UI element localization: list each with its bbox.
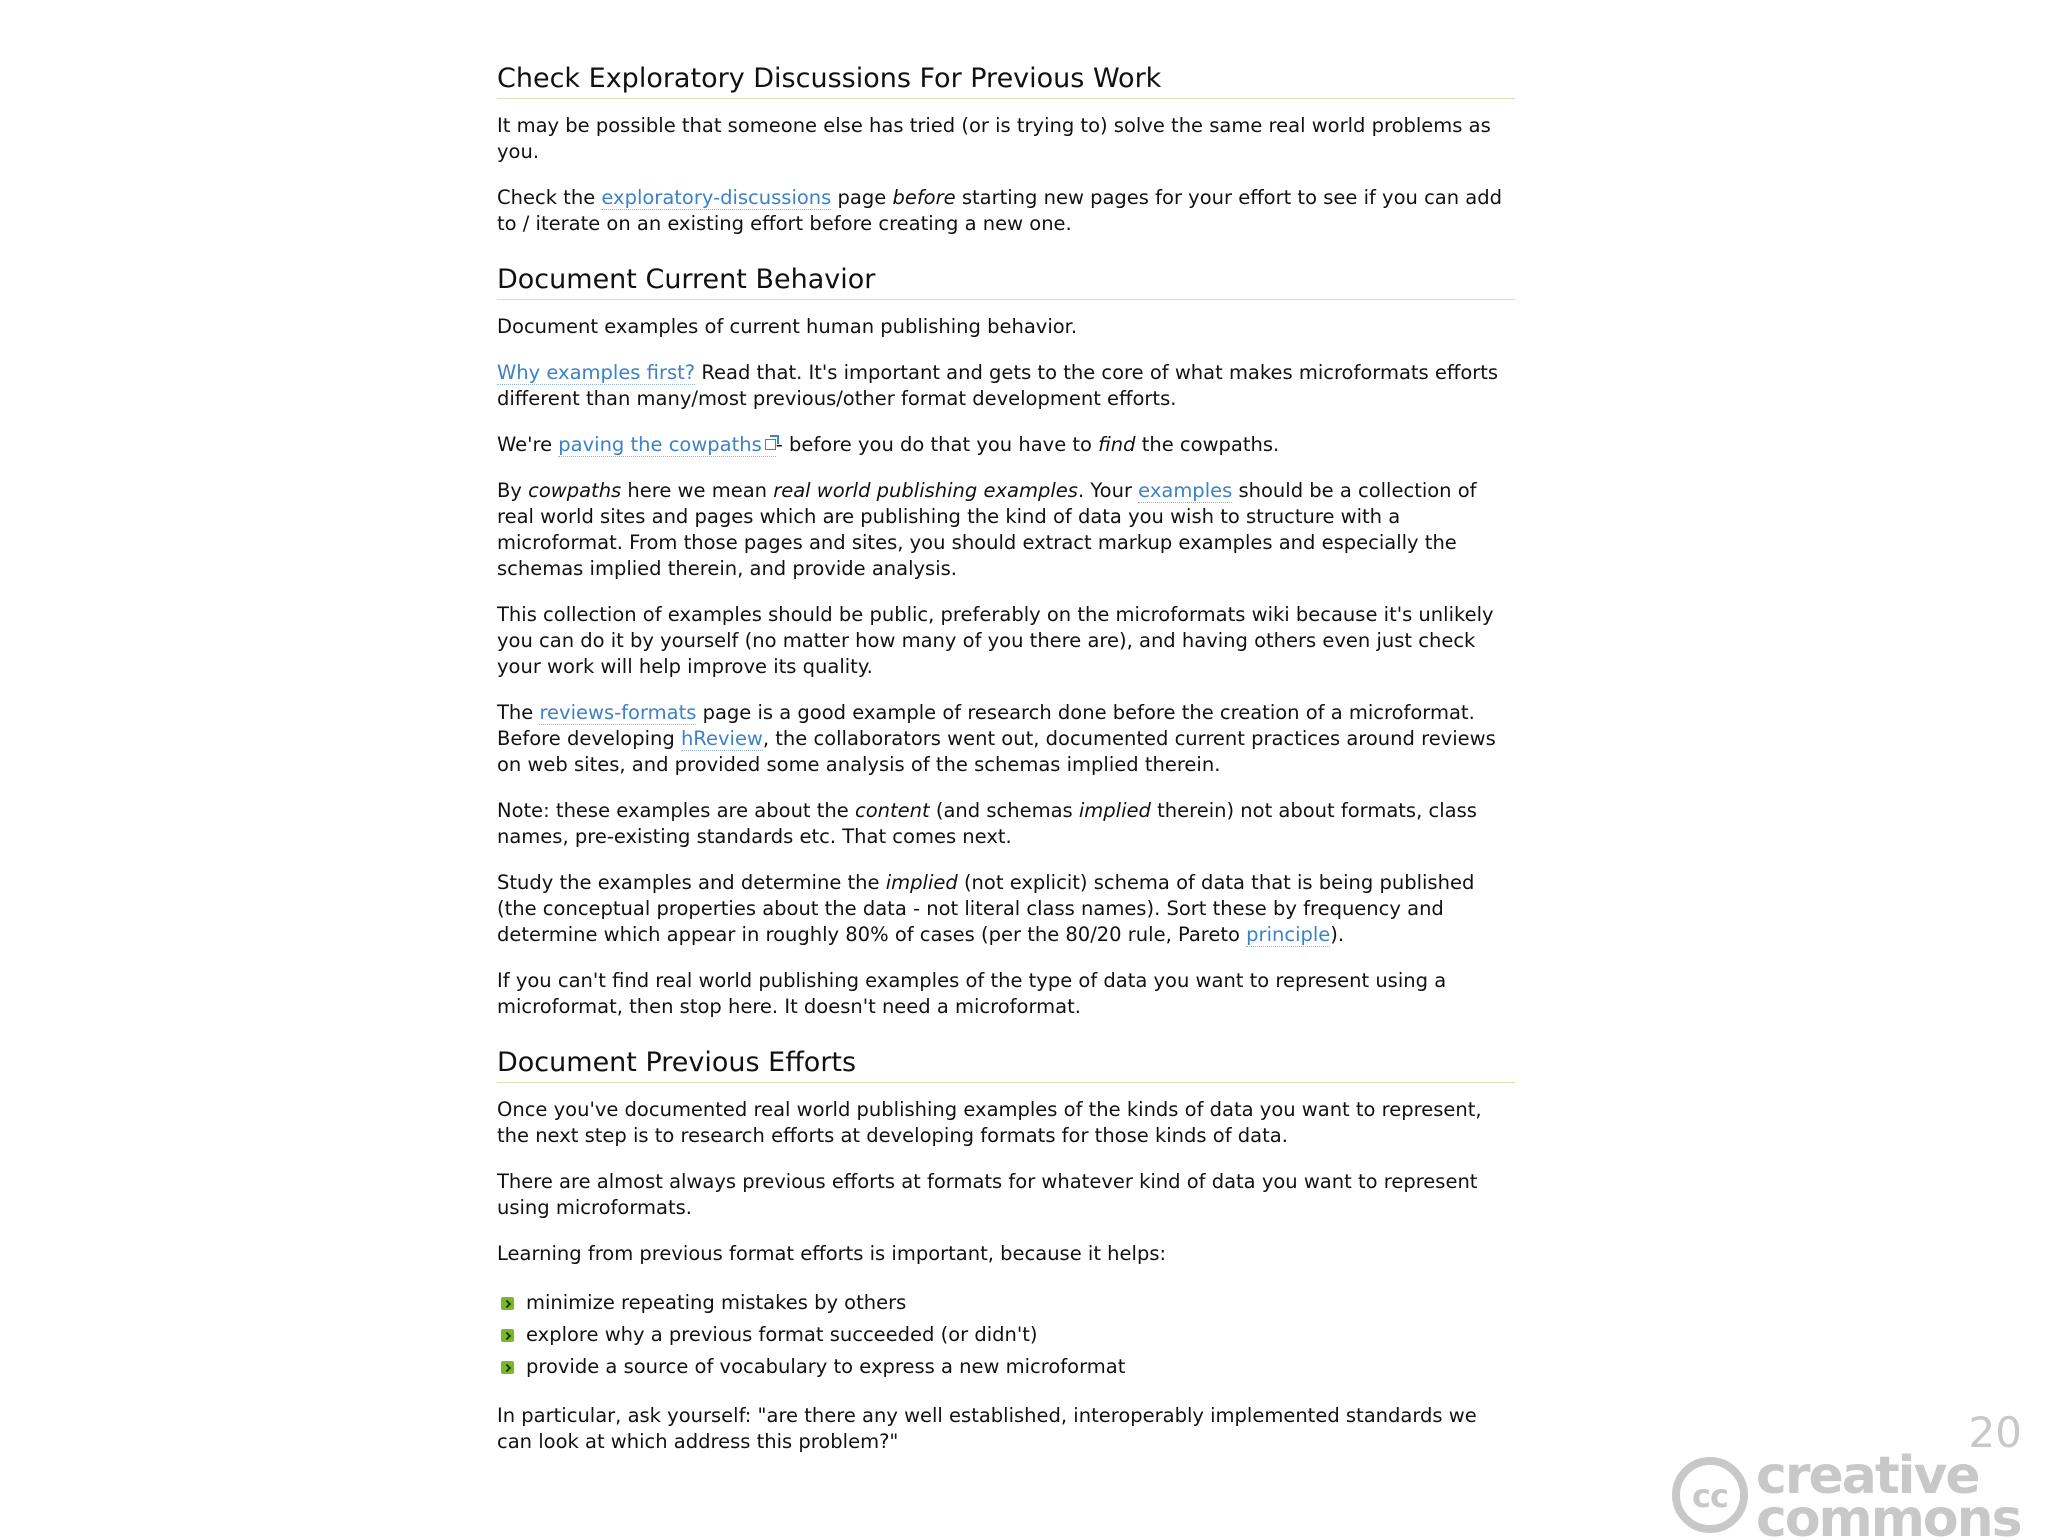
text: - before you do that you have to (775, 433, 1099, 456)
link-hreview[interactable]: hReview (680, 727, 763, 750)
text: (not explicit) schema of data that is being published (the conceptual properties about the data - not literal class names). Sort these by frequency and determine which appear in roughly 80% of cases (per the 80/20 rule, Pareto (497, 871, 1475, 946)
logo-text-creative: creative (1756, 1446, 1979, 1506)
heading-check-exploratory: Check Exploratory Discussions For Previous Work (497, 62, 1515, 99)
link-reviews-formats[interactable]: reviews-formats (539, 701, 697, 724)
text: By (497, 479, 529, 502)
emphasis: cowpaths (528, 479, 622, 502)
list-item-text: minimize repeating mistakes by others (526, 1291, 907, 1314)
emphasis: implied (885, 871, 958, 894)
link-examples[interactable]: examples (1138, 479, 1233, 502)
paragraph (497, 700, 1515, 778)
link-paving-the-cowpaths[interactable] (558, 433, 776, 457)
text: . Your (1077, 479, 1139, 502)
link-principle[interactable]: principle (1246, 923, 1331, 946)
paragraph: It may be possible that someone else has tried (or is trying to) solve the same real world problems as you. (497, 114, 1491, 163)
text: We're (497, 433, 559, 456)
text: page is a good example of research done before the creation of a microformat. Before developing (497, 701, 1475, 750)
text: The (497, 701, 540, 724)
text: ). (1330, 923, 1345, 946)
creative-commons-logo (1670, 1440, 2048, 1540)
link-why-examples-first[interactable]: Why examples first? (497, 361, 696, 384)
emphasis: before (892, 186, 956, 209)
bullet-list (497, 1287, 1515, 1383)
arrow-bullet-icon (501, 1297, 514, 1310)
paragraph (497, 360, 1515, 412)
link-exploratory-discussions[interactable]: exploratory-discussions (601, 186, 832, 209)
paragraph: There are almost always previous efforts at formats for whatever kind of data you want to represent using microformats. (497, 1170, 1478, 1219)
text: Note: these examples are about the (497, 799, 855, 822)
heading-document-previous-efforts: Document Previous Efforts (497, 1046, 1515, 1083)
text: the cowpaths. (1135, 433, 1280, 456)
logo-text-commons: commons (1756, 1489, 2021, 1540)
list-item-text: provide a source of vocabulary to express a new microformat (526, 1355, 1126, 1378)
paragraph: This collection of examples should be public, preferably on the microformats wiki because it's unlikely you can do it by yourself (no matter how many of you there are), and having others even just check your work will help improve its quality. (497, 603, 1494, 678)
text: should be a collection of real world sites and pages which are publishing the kind of data you wish to structure with a microformat. From those pages and sites, you should extract markup examples and especially the schemas implied therein, and provide analysis. (497, 479, 1477, 580)
external-link-icon (765, 439, 776, 450)
paragraph (497, 798, 1515, 850)
paragraph: Document examples of current human publishing behavior. (497, 315, 1078, 338)
list-item (497, 1351, 1515, 1383)
paragraph (497, 478, 1515, 582)
emphasis: implied (1078, 799, 1151, 822)
paragraph (497, 870, 1515, 948)
text: , the collaborators went out, documented current practices around reviews on web sites, and provided some analysis of the schemas implied therein. (497, 727, 1496, 776)
wiki-content (497, 62, 1515, 1475)
cc-circle-text: cc (1692, 1477, 1728, 1515)
arrow-bullet-icon (501, 1361, 514, 1374)
text: starting new pages for your effort to see if you can add to / iterate on an existing effort before creating a new one. (497, 186, 1503, 235)
link-text: paving the cowpaths (558, 433, 762, 456)
paragraph: If you can't find real world publishing examples of the type of data you want to represent using a microformat, then stop here. It doesn't need a microformat. (497, 969, 1447, 1018)
list-item (497, 1287, 1515, 1319)
arrow-bullet-icon (501, 1329, 514, 1342)
text: Check the (497, 186, 602, 209)
text: Read that. It's important and gets to the core of what makes microformats efforts different than many/most previous/other format development efforts. (497, 361, 1499, 410)
paragraph: In particular, ask yourself: "are there any well established, interoperably implemented standards we can look at which address this problem?" (497, 1404, 1477, 1453)
emphasis: content (854, 799, 930, 822)
text: Study the examples and determine the (497, 871, 886, 894)
text: page (831, 186, 893, 209)
text: (and schemas (929, 799, 1079, 822)
paragraph (497, 185, 1515, 237)
paragraph (497, 432, 1515, 458)
list-item (497, 1319, 1515, 1351)
list-item-text: explore why a previous format succeeded (or didn't) (526, 1323, 1038, 1346)
text: here we mean (621, 479, 774, 502)
slide-page-number: 20 (1968, 1408, 2022, 1457)
emphasis: real world publishing examples (773, 479, 1078, 502)
paragraph: Learning from previous format efforts is important, because it helps: (497, 1242, 1167, 1265)
paragraph: Once you've documented real world publishing examples of the kinds of data you want to represent, the next step is to research efforts at developing formats for those kinds of data. (497, 1098, 1482, 1147)
text: therein) not about formats, class names, pre-existing standards etc. That comes next. (497, 799, 1477, 848)
heading-document-current-behavior: Document Current Behavior (497, 263, 1515, 300)
emphasis: find (1098, 433, 1136, 456)
